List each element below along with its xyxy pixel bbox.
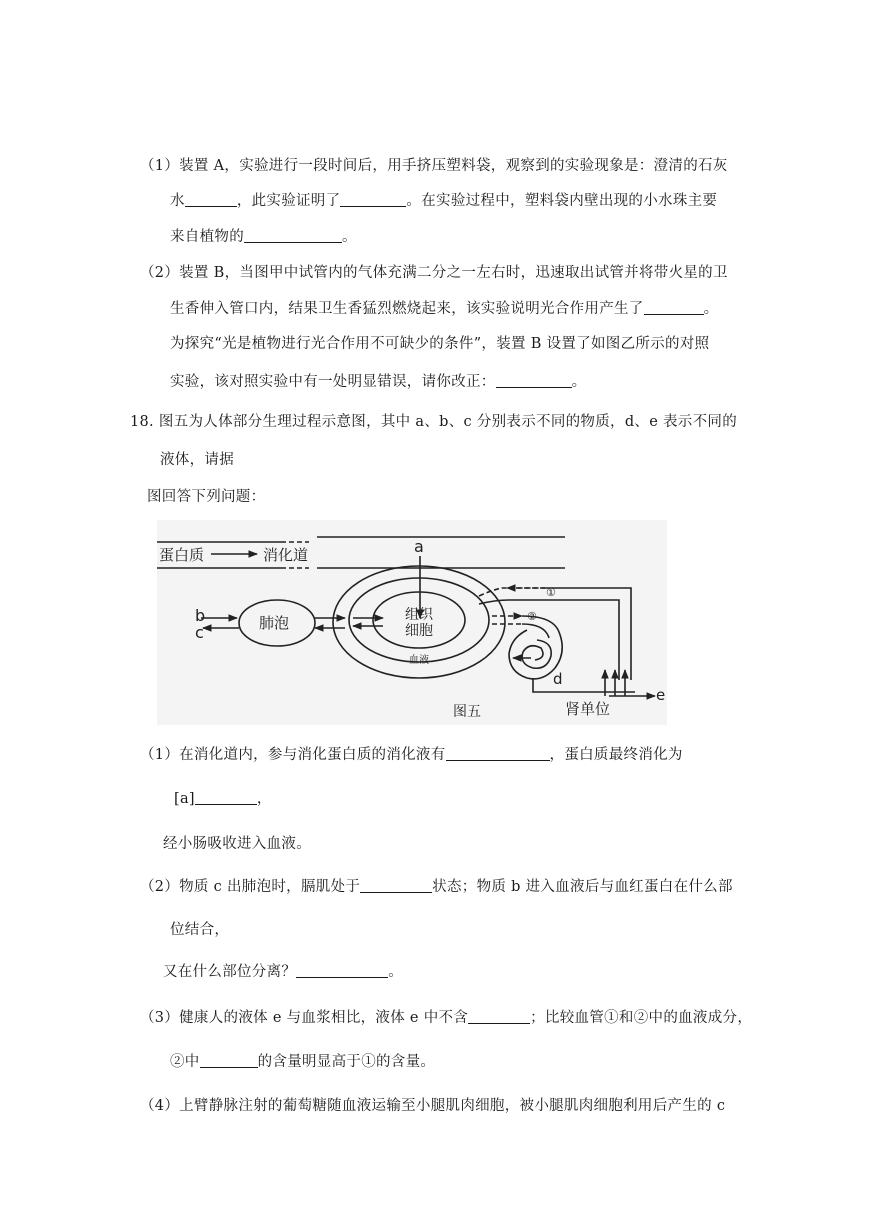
answer-blank[interactable] bbox=[360, 878, 432, 893]
answer-blank[interactable] bbox=[244, 228, 342, 243]
q17-part2-line1: （2）装置 B，当图甲中试管内的气体充满二分之一左右时，迅速取出试管并将带火星的卫 bbox=[140, 265, 728, 281]
label-b: b bbox=[195, 606, 206, 625]
physiology-diagram bbox=[157, 520, 667, 725]
q18-sub4-line1: （4）上臂静脉注射的葡萄糖随血液运输至小腿肌肉细胞，被小腿肌肉细胞利用后产生的 c bbox=[140, 1098, 726, 1114]
tissue-cell-label-2: 细胞 bbox=[405, 623, 433, 639]
q18-sub1-line2: [a] ， bbox=[174, 791, 272, 807]
nephron-label: 肾单位 bbox=[565, 700, 611, 718]
answer-blank[interactable] bbox=[296, 963, 388, 978]
alveolus-label: 肺泡 bbox=[259, 614, 290, 632]
q18-stem-line2: 液体，请据 bbox=[160, 452, 234, 468]
q18-sub2-line3: 又在什么部位分离？ 。 bbox=[163, 964, 404, 980]
label-c: c bbox=[195, 623, 204, 642]
q17-part1-line2: 水 ，此实验证明了 。在实验过程中，塑料袋内壁出现的小水珠主要 bbox=[170, 193, 718, 209]
answer-blank[interactable] bbox=[446, 746, 550, 761]
figure-caption: 图五 bbox=[453, 704, 481, 720]
label-d: d bbox=[553, 670, 563, 688]
answer-blank[interactable] bbox=[200, 1053, 258, 1068]
q18-stem-line1: 18. 图五为人体部分生理过程示意图，其中 a、b、c 分别表示不同的物质，d、e 表示不同的 bbox=[130, 414, 738, 430]
label-e: e bbox=[656, 686, 666, 704]
protein-label: 蛋白质 bbox=[159, 546, 205, 564]
q18-sub2-line1: （2）物质 c 出肺泡时，膈肌处于 状态；物质 b 进入血液后与血红蛋白在什么部 bbox=[140, 879, 733, 895]
digestive-tract-label: 消化道 bbox=[263, 546, 309, 564]
q18-sub3-line2: ②中 的含量明显高于①的含量。 bbox=[170, 1054, 436, 1070]
q17-part2-line2: 生香伸入管口内，结果卫生香猛烈燃烧起来，该实验说明光合作用产生了 。 bbox=[170, 301, 719, 317]
q17-part2-line3: 为探究“光是植物进行光合作用不可缺少的条件”，装置 B 设置了如图乙所示的对照 bbox=[170, 336, 710, 352]
q17-part1-line3: 来自植物的 。 bbox=[170, 229, 357, 245]
vessel-1-label: ① bbox=[546, 586, 556, 599]
answer-blank[interactable] bbox=[468, 1009, 530, 1024]
q18-stem-line3: 图回答下列问题： bbox=[147, 489, 266, 505]
q17-part1-line1: （1）装置 A，实验进行一段时间后，用手挤压塑料袋，观察到的实验现象是：澄清的石灰 bbox=[140, 158, 728, 174]
answer-blank[interactable] bbox=[195, 790, 257, 805]
figure-five bbox=[157, 520, 667, 725]
answer-blank[interactable] bbox=[340, 192, 406, 207]
q18-sub1-line1: （1）在消化道内，参与消化蛋白质的消化液有 ，蛋白质最终消化为 bbox=[140, 747, 683, 763]
q17-part2-line4: 实验，该对照实验中有一处明显错误，请你改正： 。 bbox=[170, 374, 587, 390]
vessel-2-label: ② bbox=[527, 610, 537, 623]
q18-sub3-line1: （3）健康人的液体 e 与血浆相比，液体 e 中不含 ；比较血管①和②中的血液成分， bbox=[140, 1010, 753, 1026]
answer-blank[interactable] bbox=[496, 373, 572, 388]
q18-sub2-line2: 位结合， bbox=[170, 922, 230, 938]
answer-blank[interactable] bbox=[185, 192, 237, 207]
blood-label: 血液 bbox=[409, 655, 429, 666]
label-a: a bbox=[414, 537, 424, 556]
tissue-cell-label-1: 组织 bbox=[405, 607, 433, 623]
answer-blank[interactable] bbox=[644, 300, 704, 315]
q18-sub1-line3: 经小肠吸收进入血液。 bbox=[163, 836, 311, 852]
